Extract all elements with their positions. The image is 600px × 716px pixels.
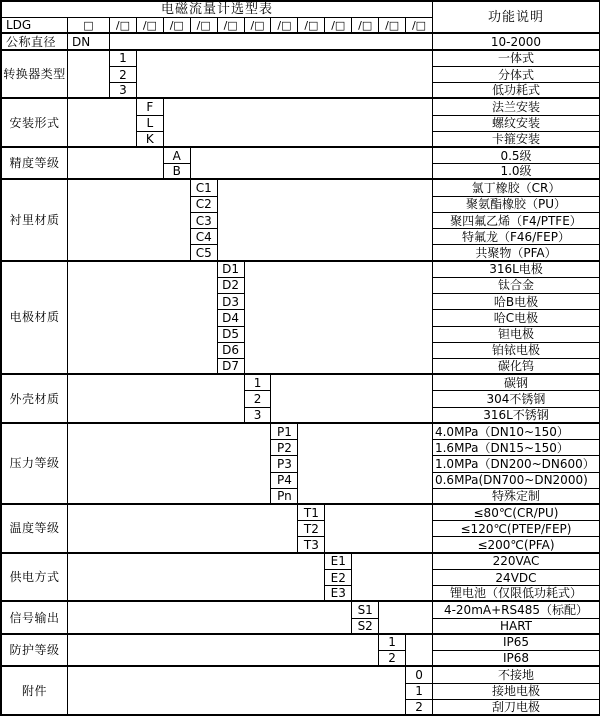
model-code-slot: /□	[379, 18, 406, 34]
option-code: P2	[271, 440, 298, 456]
section-trail-cell	[137, 51, 433, 100]
section-lead-cell	[68, 375, 245, 424]
diameter-span-cell	[110, 34, 433, 50]
model-code-slot: /□	[137, 18, 164, 34]
section-lead-cell	[68, 262, 218, 376]
section-label: 电极材质	[2, 262, 68, 376]
option-description: ≤120℃(PTEP/FEP)	[433, 521, 600, 537]
model-code-slot: /□	[191, 18, 218, 34]
model-code-slot: /□	[352, 18, 379, 34]
section-lead-cell	[68, 51, 110, 100]
option-description: 220VAC	[433, 554, 600, 570]
section-label: 外壳材质	[2, 375, 68, 424]
option-description: 聚四氟乙烯（F4/PTFE）	[433, 213, 600, 229]
section-trail-cell	[164, 99, 433, 148]
option-description: 4-20mA+RS485（标配）	[433, 602, 600, 618]
option-code: K	[137, 132, 164, 148]
option-code: P3	[271, 456, 298, 472]
option-code: C1	[191, 180, 218, 196]
section-lead-cell	[68, 635, 379, 667]
option-code: E1	[325, 554, 352, 570]
option-code: D4	[218, 310, 245, 326]
option-code: T1	[298, 505, 325, 521]
option-description: 刮刀电极	[433, 700, 600, 716]
diameter-code: DN	[68, 34, 110, 50]
section-trail-cell	[271, 375, 433, 424]
section-trail-cell	[245, 262, 433, 376]
section-label: 温度等级	[2, 505, 68, 554]
section-trail-cell	[352, 554, 433, 603]
option-description: 低功耗式	[433, 83, 600, 99]
option-description: 分体式	[433, 67, 600, 83]
option-description: 聚氨酯橡胶（PU）	[433, 197, 600, 213]
option-description: 24VDC	[433, 570, 600, 586]
option-code: D1	[218, 262, 245, 278]
section-label: 转换器类型	[2, 51, 68, 100]
option-description: 接地电极	[433, 684, 600, 700]
option-description: 螺纹安装	[433, 116, 600, 132]
section-label: 衬里材质	[2, 180, 68, 261]
diameter-range: 10-2000	[433, 34, 600, 50]
option-description: IP68	[433, 651, 600, 667]
option-code: 3	[245, 408, 272, 424]
section-trail-cell	[218, 180, 433, 261]
option-code: D5	[218, 327, 245, 343]
option-code: T2	[298, 521, 325, 537]
option-description: 法兰安装	[433, 99, 600, 115]
option-description: 钛合金	[433, 278, 600, 294]
model-code-slot: /□	[164, 18, 191, 34]
option-code: A	[164, 148, 191, 164]
model-code-box: □	[68, 18, 110, 34]
option-description: 特氟龙（F46/FEP）	[433, 229, 600, 245]
option-description: 1.0级	[433, 164, 600, 180]
option-code: 1	[110, 51, 137, 67]
option-code: 2	[110, 67, 137, 83]
option-code: 0	[406, 667, 433, 683]
option-code: B	[164, 164, 191, 180]
option-description: IP65	[433, 635, 600, 651]
section-trail-cell	[379, 602, 433, 634]
option-description: 304不锈钢	[433, 391, 600, 407]
model-code-slot: /□	[110, 18, 137, 34]
option-description: HART	[433, 619, 600, 635]
option-code: 2	[406, 700, 433, 716]
model-code-slot: /□	[298, 18, 325, 34]
section-lead-cell	[68, 602, 352, 634]
option-code: P1	[271, 424, 298, 440]
option-code: S2	[352, 619, 379, 635]
option-code: T3	[298, 537, 325, 553]
section-label: 供电方式	[2, 554, 68, 603]
option-description: 碳化钨	[433, 359, 600, 375]
option-code: C5	[191, 245, 218, 261]
option-code: 2	[379, 651, 406, 667]
option-description: 0.5级	[433, 148, 600, 164]
option-code: Pn	[271, 489, 298, 505]
option-code: E2	[325, 570, 352, 586]
option-description: 碳钢	[433, 375, 600, 391]
option-code: P4	[271, 473, 298, 489]
option-code: 1	[245, 375, 272, 391]
section-lead-cell	[68, 505, 298, 554]
option-code: S1	[352, 602, 379, 618]
section-lead-cell	[68, 424, 271, 505]
section-trail-cell	[325, 505, 433, 554]
model-prefix: LDG	[2, 18, 68, 34]
section-label-diameter: 公称直径	[2, 34, 68, 50]
option-description: 1.6MPa（DN15~150）	[433, 440, 600, 456]
section-lead-cell	[68, 554, 325, 603]
model-code-slot: /□	[245, 18, 272, 34]
table-title: 电磁流量计选型表	[2, 2, 433, 18]
section-label: 防护等级	[2, 635, 68, 667]
option-description: 哈C电极	[433, 310, 600, 326]
section-lead-cell	[68, 148, 164, 180]
option-description: 卡箍安装	[433, 132, 600, 148]
model-code-slot: /□	[218, 18, 245, 34]
option-description: 316L不锈钢	[433, 408, 600, 424]
model-code-slot: /□	[406, 18, 433, 34]
section-trail-cell	[406, 635, 433, 667]
section-label: 安装形式	[2, 99, 68, 148]
option-description: 特殊定制	[433, 489, 600, 505]
section-label: 压力等级	[2, 424, 68, 505]
option-description: 钽电极	[433, 327, 600, 343]
section-lead-cell	[68, 180, 191, 261]
option-description: 316L电极	[433, 262, 600, 278]
section-label: 精度等级	[2, 148, 68, 180]
section-lead-cell	[68, 99, 137, 148]
option-code: E3	[325, 586, 352, 602]
option-code: C4	[191, 229, 218, 245]
option-code: 1	[406, 684, 433, 700]
option-description: 氯丁橡胶（CR）	[433, 180, 600, 196]
option-code: D7	[218, 359, 245, 375]
option-description: ≤80℃(CR/PU)	[433, 505, 600, 521]
option-code: D6	[218, 343, 245, 359]
option-description: 铂铱电极	[433, 343, 600, 359]
option-description: 锂电池（仅限低功耗式）	[433, 586, 600, 602]
option-code: D2	[218, 278, 245, 294]
option-code: C3	[191, 213, 218, 229]
model-code-slot: /□	[271, 18, 298, 34]
option-description: 不接地	[433, 667, 600, 683]
section-trail-cell	[191, 148, 433, 180]
section-trail-cell	[298, 424, 433, 505]
option-code: C2	[191, 197, 218, 213]
option-description: 共聚物（PFA）	[433, 245, 600, 261]
section-lead-cell	[68, 667, 406, 716]
option-code: 3	[110, 83, 137, 99]
option-description: 1.0MPa（DN200~DN600）	[433, 456, 600, 472]
option-code: D3	[218, 294, 245, 310]
option-description: 哈B电极	[433, 294, 600, 310]
section-label: 附件	[2, 667, 68, 716]
option-description: 0.6MPa(DN700~DN2000)	[433, 473, 600, 489]
section-label: 信号输出	[2, 602, 68, 634]
option-code: F	[137, 99, 164, 115]
option-code: 1	[379, 635, 406, 651]
function-column-header: 功能说明	[433, 2, 600, 34]
option-description: ≤200℃(PFA)	[433, 537, 600, 553]
option-description: 一体式	[433, 51, 600, 67]
option-description: 4.0MPa（DN10~150）	[433, 424, 600, 440]
option-code: L	[137, 116, 164, 132]
option-code: 2	[245, 391, 272, 407]
model-code-slot: /□	[325, 18, 352, 34]
